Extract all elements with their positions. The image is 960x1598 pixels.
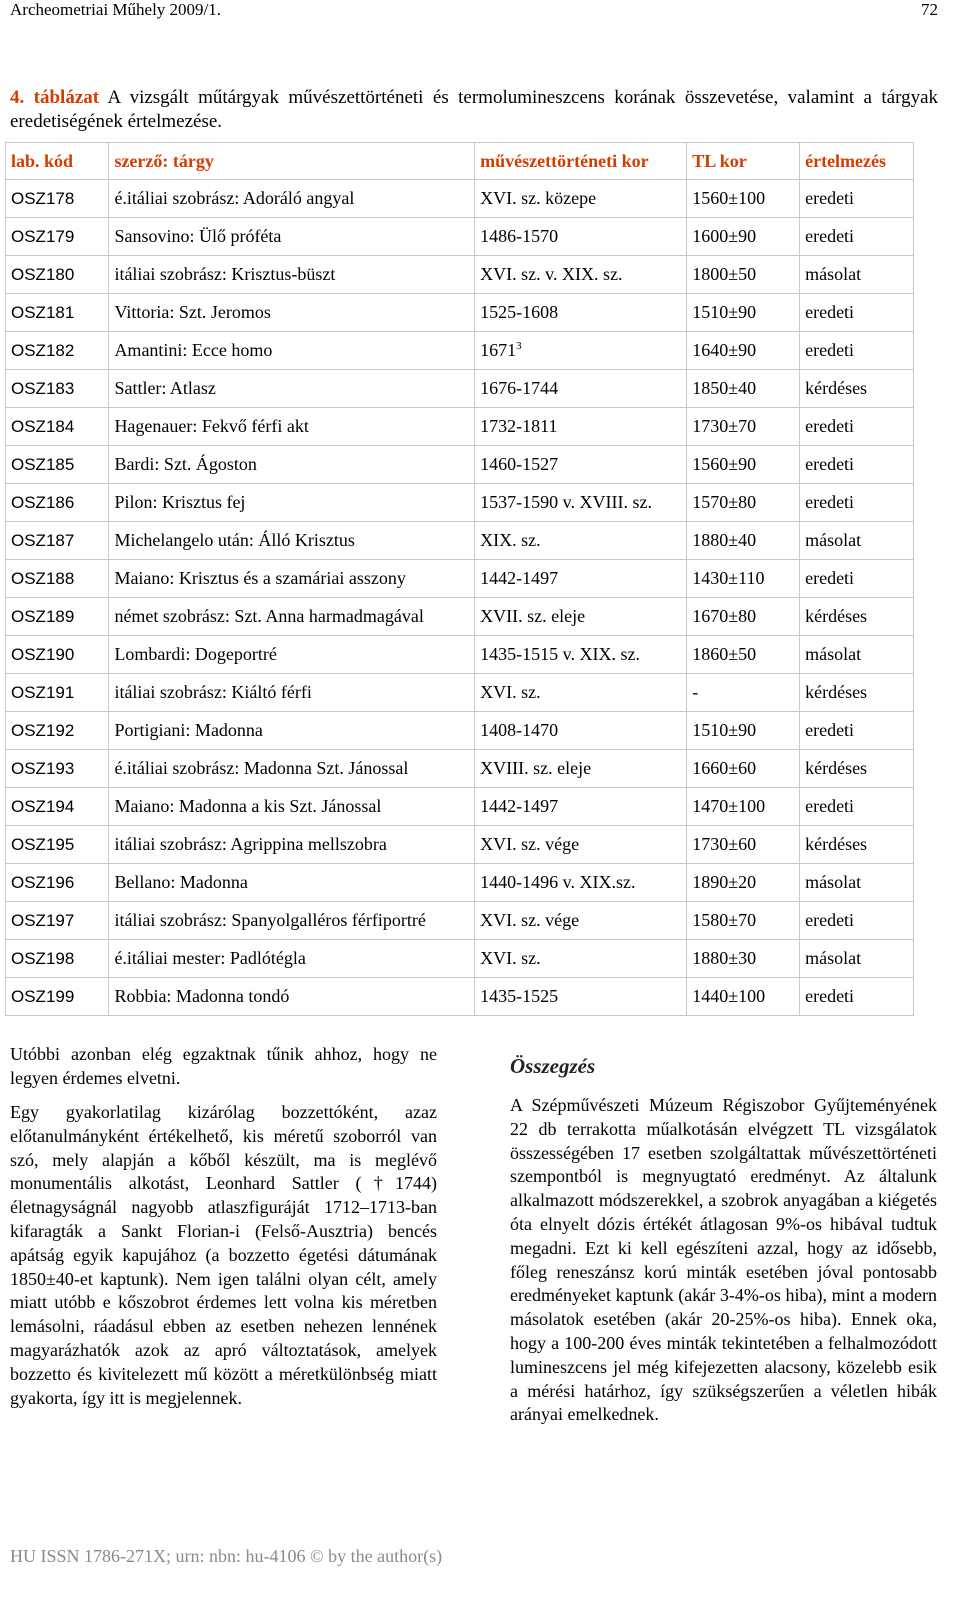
cell-tl-age: 1570±80 (687, 484, 800, 522)
cell-lab-code: OSZ192 (6, 712, 109, 750)
cell-tl-age: 1430±110 (687, 560, 800, 598)
cell-art-history-age: XVII. sz. eleje (475, 598, 687, 636)
cell-interpretation: kérdéses (800, 826, 914, 864)
cell-author-object: Maiano: Madonna a kis Szt. Jánossal (109, 788, 475, 826)
cell-art-history-age: XVI. sz. közepe (475, 180, 687, 218)
cell-lab-code: OSZ182 (6, 332, 109, 370)
table-header-row (6, 143, 914, 180)
cell-author-object: é.itáliai szobrász: Madonna Szt. Jánossal (109, 750, 475, 788)
cell-author-object: é.itáliai szobrász: Adoráló angyal (109, 180, 475, 218)
cell-art-history-age: 1537-1590 v. XVIII. sz. (475, 484, 687, 522)
cell-interpretation: másolat (800, 636, 914, 674)
table-row (6, 750, 914, 788)
cell-tl-age: 1510±90 (687, 712, 800, 750)
cell-interpretation: eredeti (800, 902, 914, 940)
table-row (6, 484, 914, 522)
cell-lab-code: OSZ186 (6, 484, 109, 522)
cell-interpretation: eredeti (800, 332, 914, 370)
table-row (6, 332, 914, 370)
cell-lab-code: OSZ189 (6, 598, 109, 636)
cell-author-object: német szobrász: Szt. Anna harmadmagával (109, 598, 475, 636)
paragraph-intro: Utóbbi azonban elég egzaktnak tűnik ahhoz, hogy ne legyen érdemes elvetni. (10, 1044, 437, 1088)
cell-art-history-age: 1442-1497 (475, 560, 687, 598)
cell-tl-age: 1730±60 (687, 826, 800, 864)
journal-title: Archeometriai Műhely 2009/1. (10, 0, 222, 19)
cell-lab-code: OSZ194 (6, 788, 109, 826)
caption-label: 4. táblázat (10, 87, 100, 108)
cell-author-object: itáliai szobrász: Kiáltó férfi (109, 674, 475, 712)
table-row (6, 864, 914, 902)
cell-lab-code: OSZ198 (6, 940, 109, 978)
running-header (10, 0, 938, 26)
cell-author-object: Lombardi: Dogeportré (109, 636, 475, 674)
table-row (6, 218, 914, 256)
cell-tl-age: 1850±40 (687, 370, 800, 408)
cell-interpretation: másolat (800, 256, 914, 294)
cell-interpretation: eredeti (800, 788, 914, 826)
table-row (6, 674, 914, 712)
cell-lab-code: OSZ178 (6, 180, 109, 218)
cell-art-history-age: 1671$^3$ (475, 332, 687, 370)
cell-tl-age: 1640±90 (687, 332, 800, 370)
cell-tl-age: 1580±70 (687, 902, 800, 940)
cell-author-object: Bellano: Madonna (109, 864, 475, 902)
cell-author-object: Amantini: Ecce homo (109, 332, 475, 370)
cell-lab-code: OSZ199 (6, 978, 109, 1016)
caption-text: A vizsgált műtárgyak művészettörténeti és termolumineszcens korának összevetése, valamint a tárgyak eredetiségének értelmezése. (10, 87, 938, 132)
table-row (6, 560, 914, 598)
cell-lab-code: OSZ185 (6, 446, 109, 484)
cell-lab-code: OSZ179 (6, 218, 109, 256)
cell-interpretation: másolat (800, 522, 914, 560)
cell-art-history-age: XVI. sz. (475, 674, 687, 712)
footnote-marker: 3 (516, 340, 522, 352)
cell-lab-code: OSZ193 (6, 750, 109, 788)
cell-tl-age: 1560±90 (687, 446, 800, 484)
cell-author-object: Portigiani: Madonna (109, 712, 475, 750)
table-row (6, 180, 914, 218)
cell-interpretation: eredeti (800, 180, 914, 218)
cell-lab-code: OSZ181 (6, 294, 109, 332)
table-row (6, 940, 914, 978)
cell-interpretation: eredeti (800, 446, 914, 484)
cell-art-history-age: 1435-1525 (475, 978, 687, 1016)
summary-paragraph: A Szépművészeti Múzeum Régiszobor Gyűjteményének 22 db terrakotta műalkotásán elvégzett TL vizsgálatok összességében 17 esetben szolgáltattak művészettörténeti szempontból is megnyugtató eredményt. Az általunk alkalmazott módszerekkel, a szobrok anyagában a kiégetés óta elnyelt dózis értékét átlagosan 9%-os hibával tudtuk megadni. Ezt ki kell egészíteni azzal, hogy az idősebb, főleg reneszánsz korú minták esetében jóval pontosabb eredményeket kaptunk (akár 3-4%-os hiba), mint a modern másolatok esetében (akár 20-25%-os hiba). Ennek oka, hogy a 100-200 éves minták tekintetében a felhalmozódott lumineszcens jel még kifejezetten alacsony, közelebb esik a mérési határhoz, így szükségszerűen a véletlen hibák arányai emelkednek. (510, 1095, 937, 1425)
cell-art-history-age: 1408-1470 (475, 712, 687, 750)
cell-interpretation: eredeti (800, 484, 914, 522)
cell-tl-age: 1600±90 (687, 218, 800, 256)
paragraph-sattler: Egy gyakorlatilag kizárólag bozzettóként, azaz előtanulmányként értékelhető, kis méretű szoborról van szó, mely alapján a kőből készült, ma is meglévő monumentális alkotást, Leonhard Sattler (†1744) életnagyságnál nagyobb atlaszfiguráját 1712–1713-ban kifaragták a Sankt Florian-i (Felső-Ausztria) bencés apátság egyik kapujához (a bozzetto égetési dátumának 1850±40-et kaptunk). Nem igen találni olyan célt, amely miatt utóbb e kőszobrot érdemes lett volna kis méretben lemásolni, ráadásul ebben az esetben nehezen lennének magyarázhatók azok az apró változtatások, amelyek bozzetto és kivitelezett mű között a méretkülönbség miatt gyakorta, így itt is megjelennek. (10, 1102, 437, 1408)
cell-interpretation: eredeti (800, 218, 914, 256)
cell-tl-age: 1880±40 (687, 522, 800, 560)
cell-lab-code: OSZ196 (6, 864, 109, 902)
cell-lab-code: OSZ188 (6, 560, 109, 598)
table-row (6, 712, 914, 750)
cell-author-object: itáliai szobrász: Spanyolgalléros férfiportré (109, 902, 475, 940)
cell-art-history-age: 1486-1570 (475, 218, 687, 256)
cell-tl-age: 1560±100 (687, 180, 800, 218)
cell-tl-age: 1800±50 (687, 256, 800, 294)
table-row (6, 294, 914, 332)
cell-lab-code: OSZ191 (6, 674, 109, 712)
table-caption (10, 86, 938, 134)
header-tl-age: TL kor (687, 143, 800, 180)
cell-tl-age: 1880±30 (687, 940, 800, 978)
summary-heading: Összegzés (510, 1054, 596, 1078)
cell-interpretation: eredeti (800, 294, 914, 332)
cell-author-object: Pilon: Krisztus fej (109, 484, 475, 522)
cell-lab-code: OSZ190 (6, 636, 109, 674)
cell-interpretation: kérdéses (800, 750, 914, 788)
cell-art-history-age: 1435-1515 v. XIX. sz. (475, 636, 687, 674)
table-row (6, 598, 914, 636)
page-number: 72 (921, 0, 938, 19)
cell-author-object: itáliai szobrász: Agrippina mellszobra (109, 826, 475, 864)
cell-author-object: Hagenauer: Fekvő férfi akt (109, 408, 475, 446)
cell-lab-code: OSZ180 (6, 256, 109, 294)
cell-art-history-age: 1732-1811 (475, 408, 687, 446)
cell-interpretation: másolat (800, 940, 914, 978)
cell-author-object: Sattler: Atlasz (109, 370, 475, 408)
cell-tl-age: 1440±100 (687, 978, 800, 1016)
cell-author-object: Vittoria: Szt. Jeromos (109, 294, 475, 332)
cell-art-history-age: 1460-1527 (475, 446, 687, 484)
cell-tl-age: 1660±60 (687, 750, 800, 788)
table-row (6, 902, 914, 940)
cell-author-object: Maiano: Krisztus és a szamáriai asszony (109, 560, 475, 598)
cell-art-history-age: XVI. sz. vége (475, 902, 687, 940)
table-row (6, 788, 914, 826)
cell-interpretation: másolat (800, 864, 914, 902)
header-art-history-age: művészettörténeti kor (475, 143, 687, 180)
table-row (6, 636, 914, 674)
cell-tl-age: 1730±70 (687, 408, 800, 446)
table-row (6, 978, 914, 1016)
cell-tl-age: 1860±50 (687, 636, 800, 674)
cell-interpretation: eredeti (800, 712, 914, 750)
cell-tl-age: 1890±20 (687, 864, 800, 902)
header-interpretation: értelmezés (800, 143, 914, 180)
table-row (6, 446, 914, 484)
results-table (5, 142, 914, 1016)
cell-tl-age: 1510±90 (687, 294, 800, 332)
cell-art-history-age: 1442-1497 (475, 788, 687, 826)
cell-lab-code: OSZ187 (6, 522, 109, 560)
cell-art-history-age: 1525-1608 (475, 294, 687, 332)
table-row (6, 370, 914, 408)
cell-interpretation: eredeti (800, 408, 914, 446)
cell-art-history-age: 1676-1744 (475, 370, 687, 408)
table-row (6, 408, 914, 446)
cell-tl-age: 1470±100 (687, 788, 800, 826)
header-author-object: szerző: tárgy (109, 143, 475, 180)
cell-art-history-age: XVI. sz. vége (475, 826, 687, 864)
header-lab-code: lab. kód (6, 143, 109, 180)
cell-art-history-age: XVIII. sz. eleje (475, 750, 687, 788)
cell-author-object: Michelangelo után: Álló Krisztus (109, 522, 475, 560)
cell-author-object: é.itáliai mester: Padlótégla (109, 940, 475, 978)
cell-interpretation: kérdéses (800, 370, 914, 408)
footer-issn: HU ISSN 1786-271X; urn: nbn: hu-4106 © by the author(s) (10, 1546, 443, 1566)
cell-art-history-age: XVI. sz. v. XIX. sz. (475, 256, 687, 294)
cell-author-object: itáliai szobrász: Krisztus-büszt (109, 256, 475, 294)
cell-tl-age: - (687, 674, 800, 712)
cell-art-history-age: XIX. sz. (475, 522, 687, 560)
cell-art-history-age: XVI. sz. (475, 940, 687, 978)
cell-interpretation: eredeti (800, 560, 914, 598)
table-row (6, 256, 914, 294)
cell-lab-code: OSZ183 (6, 370, 109, 408)
cell-art-history-age: 1440-1496 v. XIX.sz. (475, 864, 687, 902)
cell-interpretation: kérdéses (800, 674, 914, 712)
cell-author-object: Sansovino: Ülő próféta (109, 218, 475, 256)
cell-author-object: Robbia: Madonna tondó (109, 978, 475, 1016)
table-row (6, 826, 914, 864)
table-row (6, 522, 914, 560)
cell-lab-code: OSZ184 (6, 408, 109, 446)
cell-lab-code: OSZ197 (6, 902, 109, 940)
cell-author-object: Bardi: Szt. Ágoston (109, 446, 475, 484)
cell-lab-code: OSZ195 (6, 826, 109, 864)
cell-interpretation: eredeti (800, 978, 914, 1016)
cell-tl-age: 1670±80 (687, 598, 800, 636)
cell-interpretation: kérdéses (800, 598, 914, 636)
